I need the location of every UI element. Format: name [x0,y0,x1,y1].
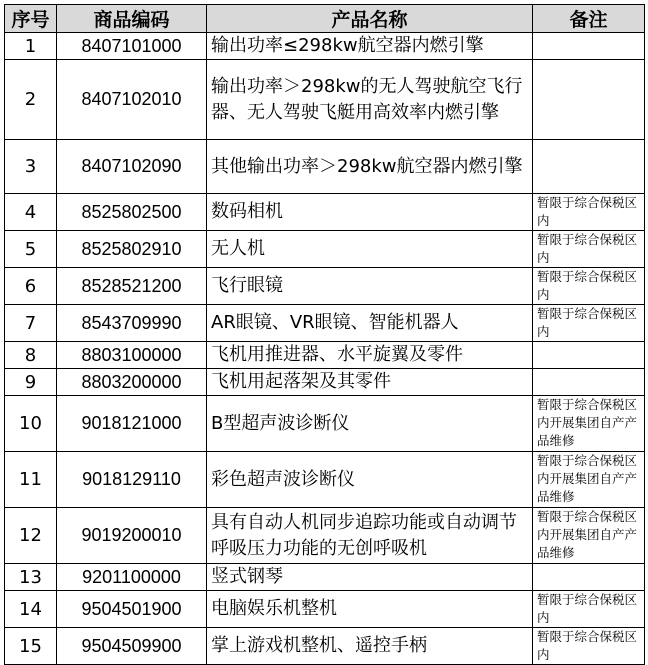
header-row [5,5,645,33]
row-index: 3 [5,140,57,194]
row-index: 11 [5,452,57,508]
product-table [4,4,645,665]
row-index: 1 [5,33,57,60]
row-code: 8407101000 [57,33,207,60]
row-name: 飞机用推进器、水平旋翼及零件 [207,342,533,369]
table-row [5,452,645,508]
row-code: 8407102090 [57,140,207,194]
row-code: 8525802500 [57,194,207,231]
row-index: 8 [5,342,57,369]
row-note: 暂限于综合保税区内 [533,268,645,305]
row-code: 9018129110 [57,452,207,508]
table-row [5,231,645,268]
row-note [533,60,645,140]
row-index: 2 [5,60,57,140]
row-note: 暂限于综合保税区内开展集团自产产品维修 [533,452,645,508]
row-name: 竖式钢琴 [207,564,533,591]
table-row [5,628,645,665]
row-code: 8803200000 [57,369,207,396]
row-note [533,564,645,591]
row-index: 10 [5,396,57,452]
row-code: 8525802910 [57,231,207,268]
header-code: 商品编码 [57,5,207,33]
table-row [5,508,645,564]
row-name: 飞行眼镜 [207,268,533,305]
row-code: 9504509900 [57,628,207,665]
row-name: 电脑娱乐机整机 [207,591,533,628]
row-note [533,369,645,396]
row-index: 4 [5,194,57,231]
row-code: 8803100000 [57,342,207,369]
row-name: 飞机用起落架及其零件 [207,369,533,396]
row-note [533,342,645,369]
header-name: 产品名称 [207,5,533,33]
row-code: 8407102010 [57,60,207,140]
row-name: 掌上游戏机整机、遥控手柄 [207,628,533,665]
row-name: 彩色超声波诊断仪 [207,452,533,508]
row-code: 8543709990 [57,305,207,342]
table-row [5,33,645,60]
row-name: 输出功率≤298kw航空器内燃引擎 [207,33,533,60]
row-index: 9 [5,369,57,396]
table-row [5,140,645,194]
row-name: 数码相机 [207,194,533,231]
row-code: 9504501900 [57,591,207,628]
row-index: 7 [5,305,57,342]
table-row [5,194,645,231]
row-name: 无人机 [207,231,533,268]
table-row [5,591,645,628]
row-index: 14 [5,591,57,628]
header-note: 备注 [533,5,645,33]
row-code: 8528521200 [57,268,207,305]
row-name: AR眼镜、VR眼镜、智能机器人 [207,305,533,342]
row-note [533,33,645,60]
table-row [5,268,645,305]
row-note: 暂限于综合保税区内 [533,305,645,342]
row-index: 13 [5,564,57,591]
row-name: 其他输出功率＞298kw航空器内燃引擎 [207,140,533,194]
table-row [5,60,645,140]
row-index: 12 [5,508,57,564]
row-note: 暂限于综合保税区内开展集团自产产品维修 [533,508,645,564]
row-note: 暂限于综合保税区内 [533,194,645,231]
row-index: 6 [5,268,57,305]
table-row [5,305,645,342]
row-name: 输出功率＞298kw的无人驾驶航空飞行器、无人驾驶飞艇用高效率内燃引擎 [207,60,533,140]
row-name: 具有自动人机同步追踪功能或自动调节呼吸压力功能的无创呼吸机 [207,508,533,564]
table-row [5,564,645,591]
row-index: 15 [5,628,57,665]
row-name: B型超声波诊断仪 [207,396,533,452]
row-note: 暂限于综合保税区内 [533,628,645,665]
table-row [5,342,645,369]
row-note: 暂限于综合保税区内 [533,591,645,628]
row-code: 9019200010 [57,508,207,564]
row-note [533,140,645,194]
table-row [5,369,645,396]
row-note: 暂限于综合保税区内开展集团自产产品维修 [533,396,645,452]
header-index: 序号 [5,5,57,33]
row-code: 9018121000 [57,396,207,452]
row-note: 暂限于综合保税区内 [533,231,645,268]
table-row [5,396,645,452]
row-index: 5 [5,231,57,268]
row-code: 9201100000 [57,564,207,591]
